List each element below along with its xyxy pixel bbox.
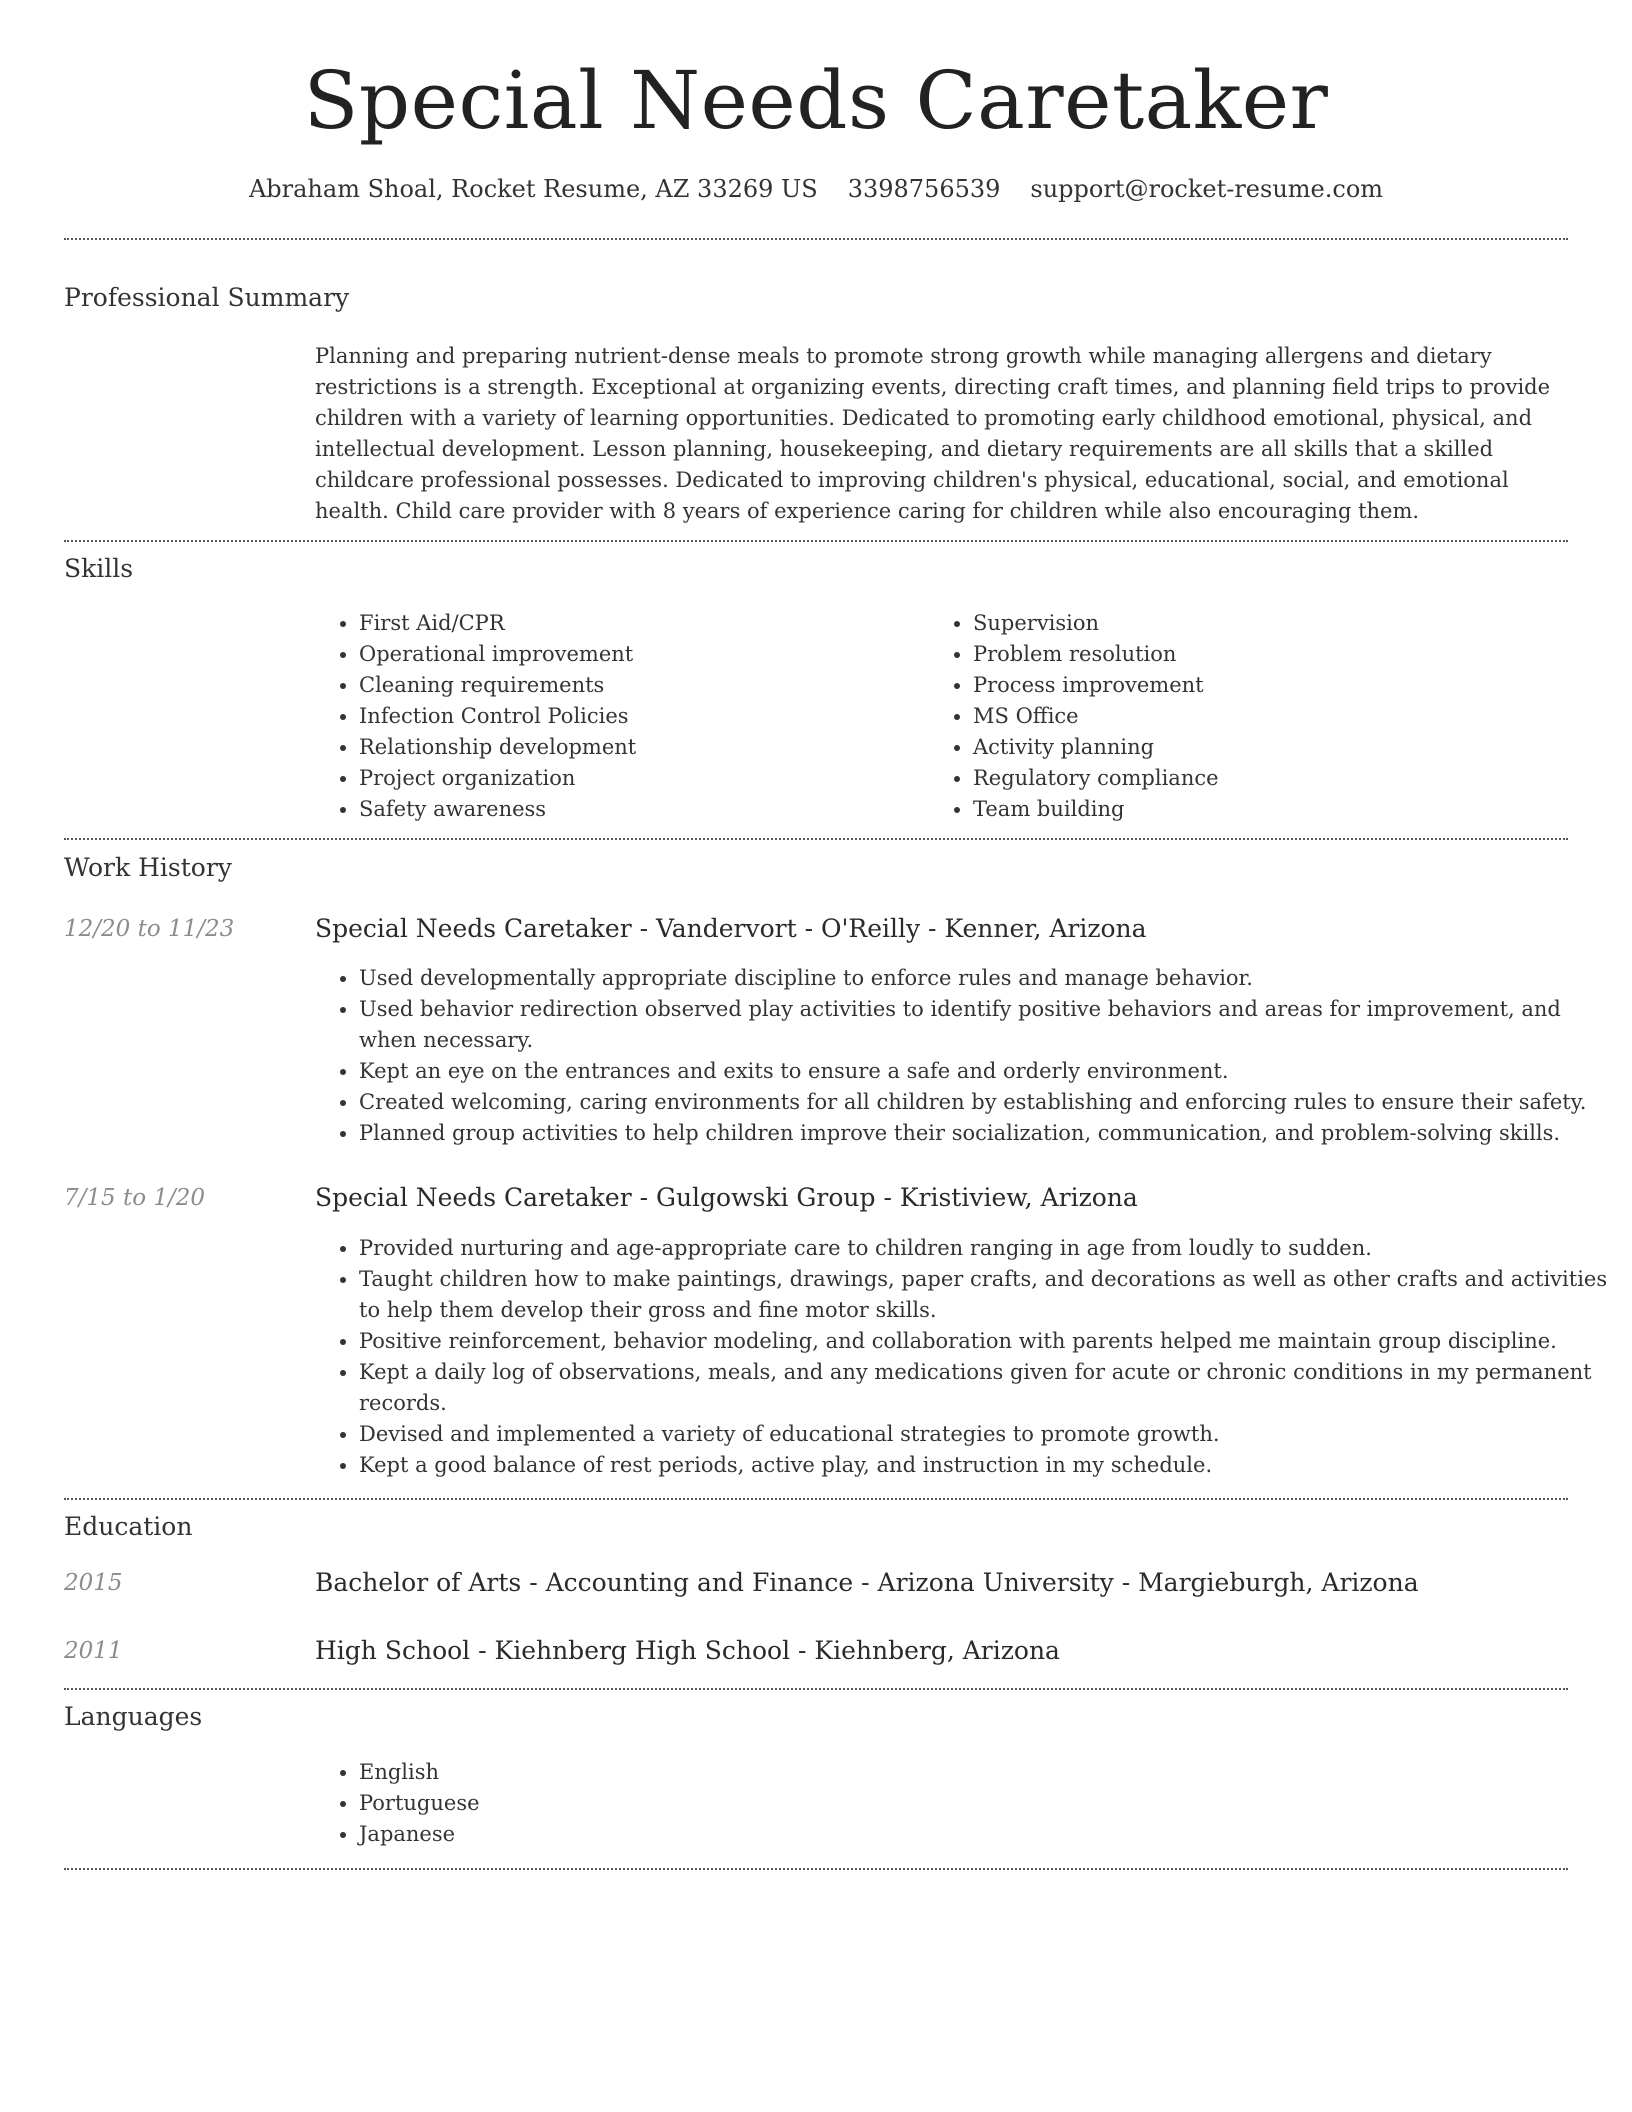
skill-item: • MS Office	[973, 701, 1573, 732]
job-bullet: • Devised and implemented a variety of educational strategies to promote growth.	[359, 1419, 1612, 1450]
skill-item: • Cleaning requirements	[359, 670, 919, 701]
skill-item: • Operational improvement	[359, 639, 919, 670]
skill-item: • Project organization	[359, 763, 919, 794]
contact-phone: 3398756539	[847, 175, 1001, 203]
job-bullet: • Used behavior redirection observed play activities to identify positive behaviors and areas for improvement, and when necessary.	[359, 994, 1612, 1056]
contact-email[interactable]: support@rocket-resume.com	[1030, 175, 1384, 203]
skills-list-right	[929, 608, 1573, 825]
job-heading: Special Needs Caretaker - Gulgowski Group - Kristiview, Arizona	[315, 1183, 1138, 1212]
divider	[64, 1868, 1568, 1870]
skill-item: • Relationship development	[359, 732, 919, 763]
job-bullet: • Kept a daily log of observations, meals, and any medications given for acute or chronic conditions in my permanent records.	[359, 1357, 1612, 1419]
language-item: • English	[359, 1757, 959, 1788]
education-heading: Bachelor of Arts - Accounting and Finance - Arizona University - Margieburgh, Arizona	[315, 1568, 1419, 1597]
divider	[64, 1498, 1568, 1500]
job-bullet: • Kept an eye on the entrances and exits to ensure a safe and orderly environment.	[359, 1056, 1612, 1087]
skill-item: • Infection Control Policies	[359, 701, 919, 732]
education-year: 2015	[64, 1570, 123, 1596]
divider	[64, 540, 1568, 542]
job-bullets	[315, 1233, 1612, 1481]
job-bullet: • Positive reinforcement, behavior modeling, and collaboration with parents helped me maintain group discipline.	[359, 1326, 1612, 1357]
divider	[64, 838, 1568, 840]
job-bullets	[315, 963, 1612, 1149]
education-heading: High School - Kiehnberg High School - Kiehnberg, Arizona	[315, 1636, 1060, 1665]
skill-item: • Problem resolution	[973, 639, 1573, 670]
contact-address: Abraham Shoal, Rocket Resume, AZ 33269 US	[248, 175, 818, 203]
skill-item: • Supervision	[973, 608, 1573, 639]
skill-item: • Regulatory compliance	[973, 763, 1573, 794]
skill-item: • Team building	[973, 794, 1573, 825]
skill-item: • Activity planning	[973, 732, 1573, 763]
job-dates: 12/20 to 11/23	[64, 916, 235, 942]
section-title-summary: Professional Summary	[64, 283, 350, 312]
skill-item: • Process improvement	[973, 670, 1573, 701]
skill-item: • First Aid/CPR	[359, 608, 919, 639]
languages-list	[315, 1757, 959, 1850]
divider	[64, 238, 1568, 240]
job-heading: Special Needs Caretaker - Vandervort - O'Reilly - Kenner, Arizona	[315, 914, 1147, 943]
skills-list-left	[315, 608, 919, 825]
summary-paragraph: Planning and preparing nutrient-dense meals to promote strong growth while managing allergens and dietary restrictions is a strength. Exceptional at organizing events, directing craft times, and planning field trips to provide children with a variety of learning opportunities. Dedicated to promoting early childhood emotional, physical, and intellectual development. Lesson planning, housekeeping, and dietary requirements are all skills that a skilled childcare professional possesses. Dedicated to improving children's physical, educational, social, and emotional health. Child care provider with 8 years of experience caring for children while also encouraging them.	[315, 344, 1551, 523]
education-year: 2011	[64, 1638, 123, 1664]
skill-item: • Safety awareness	[359, 794, 919, 825]
section-title-languages: Languages	[64, 1702, 203, 1731]
section-title-work: Work History	[64, 853, 232, 882]
language-item: • Japanese	[359, 1819, 959, 1850]
job-bullet: • Kept a good balance of rest periods, active play, and instruction in my schedule.	[359, 1450, 1612, 1481]
language-item: • Portuguese	[359, 1788, 959, 1819]
resume-name: Special Needs Caretaker	[303, 54, 1329, 147]
job-bullet: • Used developmentally appropriate discipline to enforce rules and manage behavior.	[359, 963, 1612, 994]
job-bullet: • Planned group activities to help children improve their socialization, communication, and problem-solving skills.	[359, 1118, 1612, 1149]
job-bullet: • Provided nurturing and age-appropriate care to children ranging in age from loudly to sudden.	[359, 1233, 1612, 1264]
section-title-education: Education	[64, 1512, 193, 1541]
job-dates: 7/15 to 1/20	[64, 1185, 206, 1211]
section-title-skills: Skills	[64, 554, 134, 583]
job-bullet: • Taught children how to make paintings, drawings, paper crafts, and decorations as well as other crafts and activities to help them develop their gross and fine motor skills.	[359, 1264, 1612, 1326]
summary-text	[315, 341, 1568, 527]
divider	[64, 1688, 1568, 1690]
contact-line	[0, 170, 1632, 208]
job-bullet: • Created welcoming, caring environments for all children by establishing and enforcing rules to ensure their safety.	[359, 1087, 1612, 1118]
